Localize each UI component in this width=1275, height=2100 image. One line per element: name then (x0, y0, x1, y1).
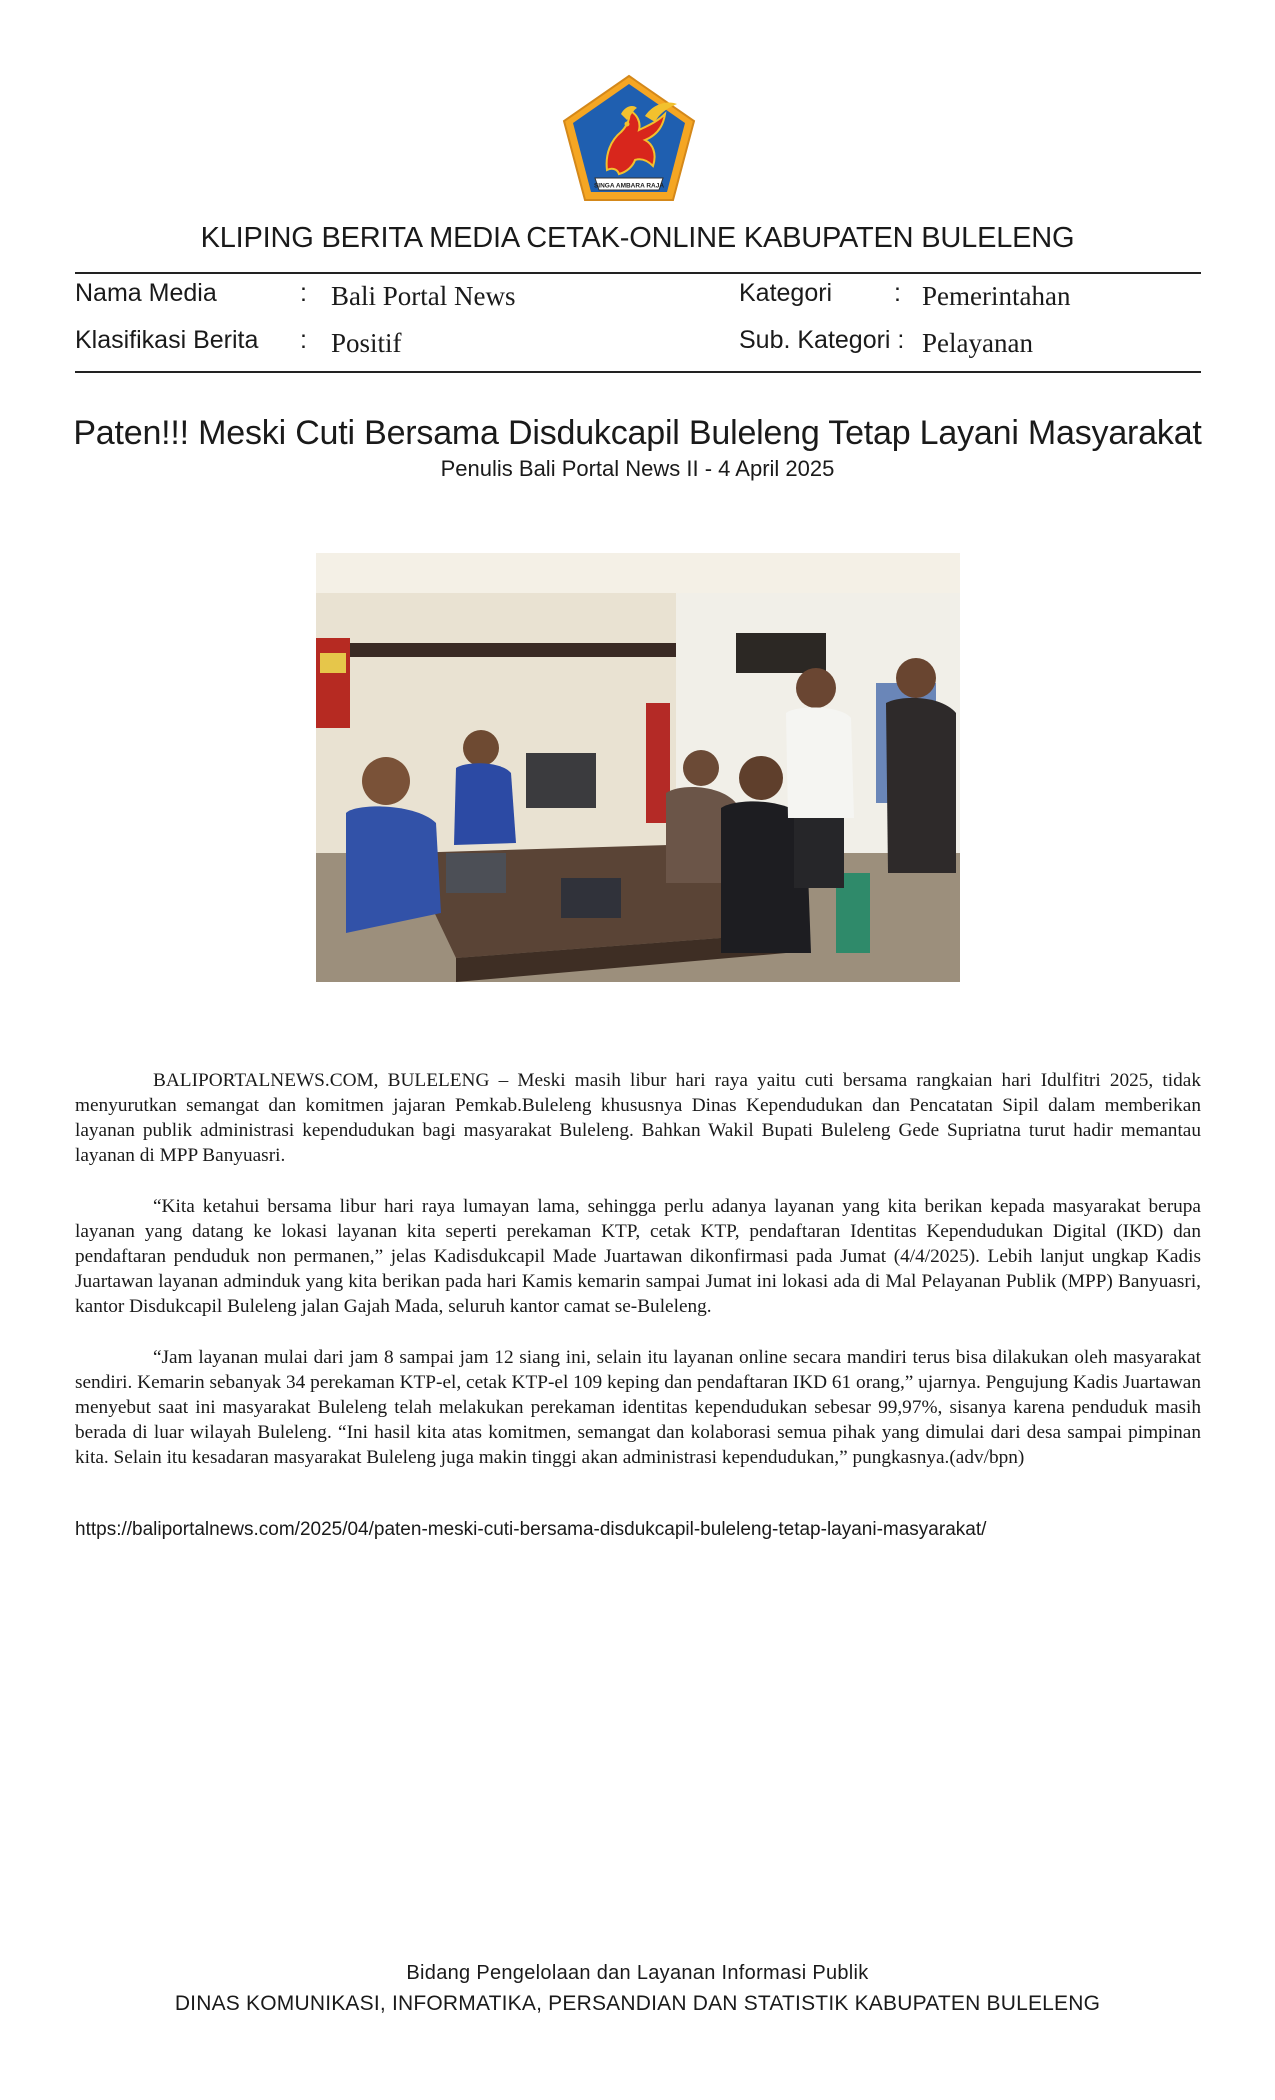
divider-bottom (75, 371, 1201, 373)
footer-agency: DINAS KOMUNIKASI, INFORMATIKA, PERSANDIAN DAN STATISTIK KABUPATEN BULELENG (174, 1992, 1101, 2015)
svg-text:SINGA AMBARA RAJA: SINGA AMBARA RAJA (593, 182, 665, 190)
regency-emblem-logo (561, 74, 697, 202)
singa-ambara-raja-emblem-icon (561, 74, 697, 202)
media-name-colon: : (300, 279, 307, 307)
category-label: Kategori (739, 279, 833, 307)
article-byline: Penulis Bali Portal News II - 4 April 2025 (440, 456, 835, 481)
classification-colon: : (300, 326, 307, 354)
divider-top (75, 272, 1201, 274)
sub-category-value: Pelayanan (922, 328, 1033, 358)
sub-category-label: Sub. Kategori : (739, 326, 905, 354)
category-colon: : (894, 279, 901, 307)
media-name-value: Bali Portal News (331, 281, 516, 311)
article-paragraph-2: “Kita ketahui bersama libur hari raya lumayan lama, sehingga perlu adanya layanan yang kita berikan kepada masyarakat berupa layanan yang datang ke lokasi layanan kita seperti perekaman KTP, cetak KTP, pendaftaran Identitas Kependudukan Digital (IKD) dan pendaftaran penduduk non permanen,” jelas Kadisdukcapil Made Juartawan dikonfirmasi pada Jumat (4/4/2025). Lebih lanjut ungkap Kadis Juartawan layanan adminduk yang kita berikan pada hari Kamis kemarin sampai Jumat ini lokasi ada di Mal Pelayanan Publik (MPP) Banyuasri, kantor Disdukcapil Buleleng jalan Gajah Mada, seluruh kantor camat se-Buleleng. (75, 1196, 1201, 1317)
clipping-title: KLIPING BERITA MEDIA CETAK-ONLINE KABUPATEN BULELENG (200, 222, 1075, 254)
article-paragraph-3: “Jam layanan mulai dari jam 8 sampai jam 12 siang ini, selain itu layanan online secara mandiri terus bisa dilakukan oleh masyarakat sendiri. Kemarin sebanyak 34 perekaman KTP-el, cetak KTP-el 109 keping dan pendaftaran IKD 61 orang,” ujarnya. Pengujung Kadis Juartawan menyebut saat ini masyarakat Buleleng telah melakukan perekaman identitas kependudukan sebesar 99,97%, sisanya karena penduduk masih berada di luar wilayah Buleleng. “Ini hasil kita atas komitmen, semangat dan kolaborasi semua pihak yang dimulai dari desa sampai pimpinan kita. Selain itu kesadaran masyarakat Buleleng juga makin tinggi akan administrasi kependudukan,” pungkasnya.(adv/bpn) (75, 1347, 1201, 1468)
article-paragraph-1: BALIPORTALNEWS.COM, BULELENG – Meski masih libur hari raya yaitu cuti bersama rangkaian hari Idulfitri 2025, tidak menyurutkan semangat dan komitmen jajaran Pemkab.Buleleng khususnya Dinas Kependudukan dan Pencatatan Sipil dalam memberikan layanan publik administrasi kependudukan bagi masyarakat Buleleng. Bahkan Wakil Bupati Buleleng Gede Supriatna turut hadir memantau layanan di MPP Banyuasri. (75, 1070, 1201, 1166)
media-name-label: Nama Media (75, 279, 217, 307)
article-photo (316, 553, 960, 982)
classification-label: Klasifikasi Berita (75, 326, 259, 354)
article-headline: Paten!!! Meski Cuti Bersama Disdukcapil Buleleng Tetap Layani Masyarakat (73, 414, 1202, 452)
article-source-link[interactable]: https://baliportalnews.com/2025/04/paten-meski-cuti-bersama-disdukcapil-buleleng-tetap-layani-masyarakat/ (75, 1519, 987, 1540)
classification-value: Positif (331, 328, 402, 358)
footer-department: Bidang Pengelolaan dan Layanan Informasi Publik (406, 1962, 869, 1984)
category-value: Pemerintahan (922, 281, 1071, 311)
